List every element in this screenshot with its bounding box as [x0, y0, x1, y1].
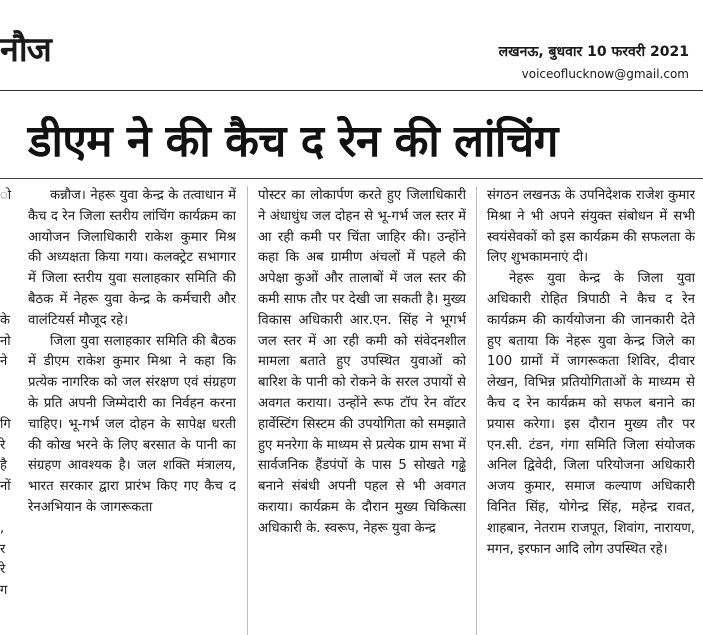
- article-column-2: [258, 186, 466, 635]
- fragment-line: र: [0, 541, 6, 557]
- paragraph: जिला युवा सलाहकार समिति की बैठक में डीएम राकेश कुमार मिश्रा ने कहा कि प्रत्येक नागरिक को जल संरक्षण एवं संग्रहण के प्रति अपनी जिम्मेदारी का निर्वहन करना चाहिए। भू-गर्भ जल दोहन के सापेक्ष धरती की कोख भरने के लिए बरसात के पानी का संग्रहण आवश्यक है। जल शक्ति मंत्रालय, भारत सरकार द्वारा प्रारंभ किए गए कैच द रेनअभियान के जागरूकता: [28, 333, 236, 515]
- fragment-line: [0, 269, 14, 290]
- column-divider: [247, 186, 248, 635]
- dateline: लखनऊ, बुधवार 10 फरवरी 2021: [498, 44, 689, 60]
- fragment-line: ,: [0, 520, 5, 536]
- paragraph: पोस्टर का लोकार्पण करते हुए जिलाधिकारी ने अंधाधुंध जल दोहन से भू-गर्भ जल स्तर में आ रही कमी पर चिंता जाहिर की। उन्होंने कहा कि अब ग्रामीण अंचलों में पहले की अपेक्षा कुओं और तालाबों में जल स्तर की कमी साफ तौर पर देखी जा सकती है। मुख्य विकास अधिकारी आर.एन. सिंह ने भूगर्भ जल स्तर में आ रही कमी को संवेदनशील मामला बताते हुए उपस्थित युवाओं को बारिश के पानी को रोकने के सरल उपायों से अवगत कराया। उन्होंने रूफ टॉप रेन वॉटर हार्वेस्टिंग सिस्टम की उपयोगिता को समझाते हुए मनरेगा के माध्यम से प्रत्येक ग्राम सभा में सार्वजनिक हैंडपंपों के पास 5 सोखते गढ्ढे बनाने संबंधी अपनी पहल से भी अवगत कराया। कार्यक्रम के दौरान मुख्य चिकित्सा अधिकारी के. स्वरूप, नेहरू युवा केन्द्र: [258, 188, 466, 536]
- masthead-rule: [0, 90, 703, 91]
- fragment-line: [0, 248, 14, 269]
- fragment-line: गि: [0, 416, 11, 432]
- paragraph: नेहरू युवा केन्द्र के जिला युवा अधिकारी रोहित त्रिपाठी ने कैच द रेन कार्यक्रम की कार्ययोजना की जानकारी देते हुए बताया कि नेहरू युवा केन्द्र जिले का 100 ग्रामों में जागरूकता शिविर, दीवार लेखन, विभिन्न प्रतियोगिताओं के माध्यम से कैच द रेन कार्यक्रम को सफल बनाने का प्रयास करेगा। इस दौरान मुख्य तौर पर एन.सी. टंडन, गंगा समिति जिला संयोजक अनिल द्विवेदी, जिला परियोजना अधिकारी अजय कुमार, समाज कल्याण अधिकारी विनित सिंह, योगेन्द्र सिंह, महेन्द्र रावत, शाहबान, नेतराम राजपूत, शिवांग, नारायण, मगन, इरफान आदि लोग उपस्थित रहे।: [487, 271, 695, 557]
- contact-email: voiceoflucknow@gmail.com: [521, 67, 689, 81]
- previous-article-fragment: [0, 186, 14, 635]
- fragment-line: ने: [0, 354, 8, 370]
- fragment-line: [0, 373, 14, 394]
- section-title: नौज: [0, 30, 51, 70]
- headline-rule: [0, 178, 703, 179]
- column-divider: [476, 186, 477, 635]
- fragment-line: है: [0, 458, 7, 474]
- fragment-line: के: [0, 312, 10, 328]
- article-column-3: [487, 186, 695, 635]
- fragment-line: [0, 394, 14, 415]
- fragment-line: रे: [0, 562, 6, 578]
- fragment-line: नो: [0, 333, 11, 349]
- paragraph: कन्नौज। नेहरू युवा केन्द्र के तत्वाधान में कैच द रेन जिला स्तरीय लांचिंग कार्यक्रम का आयोजन जिलाधिकारी राकेश कुमार मिश्र की अध्यक्षता किया गया। कलक्ट्रेट सभागार में जिला स्तरीय युवा सलाहकार समिति की बैठक में नेहरू युवा केन्द्र के कर्मचारी और वालंटियर्स मौजूद रहे।: [28, 188, 236, 328]
- fragment-line: ग: [0, 583, 8, 599]
- fragment-line: [0, 290, 14, 311]
- fragment-line: [0, 207, 14, 228]
- fragment-line: नों: [0, 479, 11, 495]
- article-column-1: [28, 186, 236, 635]
- paragraph: संगठन लखनऊ के उपनिदेशक राजेश कुमार मिश्रा ने भी अपने संयुक्त संबोधन में सभी स्वयंसेवकों को इस कार्यक्रम की सफलता के लिए शुभकामनाएं दी।: [487, 188, 695, 266]
- fragment-line: ो: [0, 188, 12, 203]
- headline: डीएम ने की कैच द रेन की लांचिंग: [28, 116, 558, 167]
- fragment-line: रे: [0, 437, 6, 453]
- fragment-line: [0, 498, 14, 519]
- fragment-line: [0, 228, 14, 249]
